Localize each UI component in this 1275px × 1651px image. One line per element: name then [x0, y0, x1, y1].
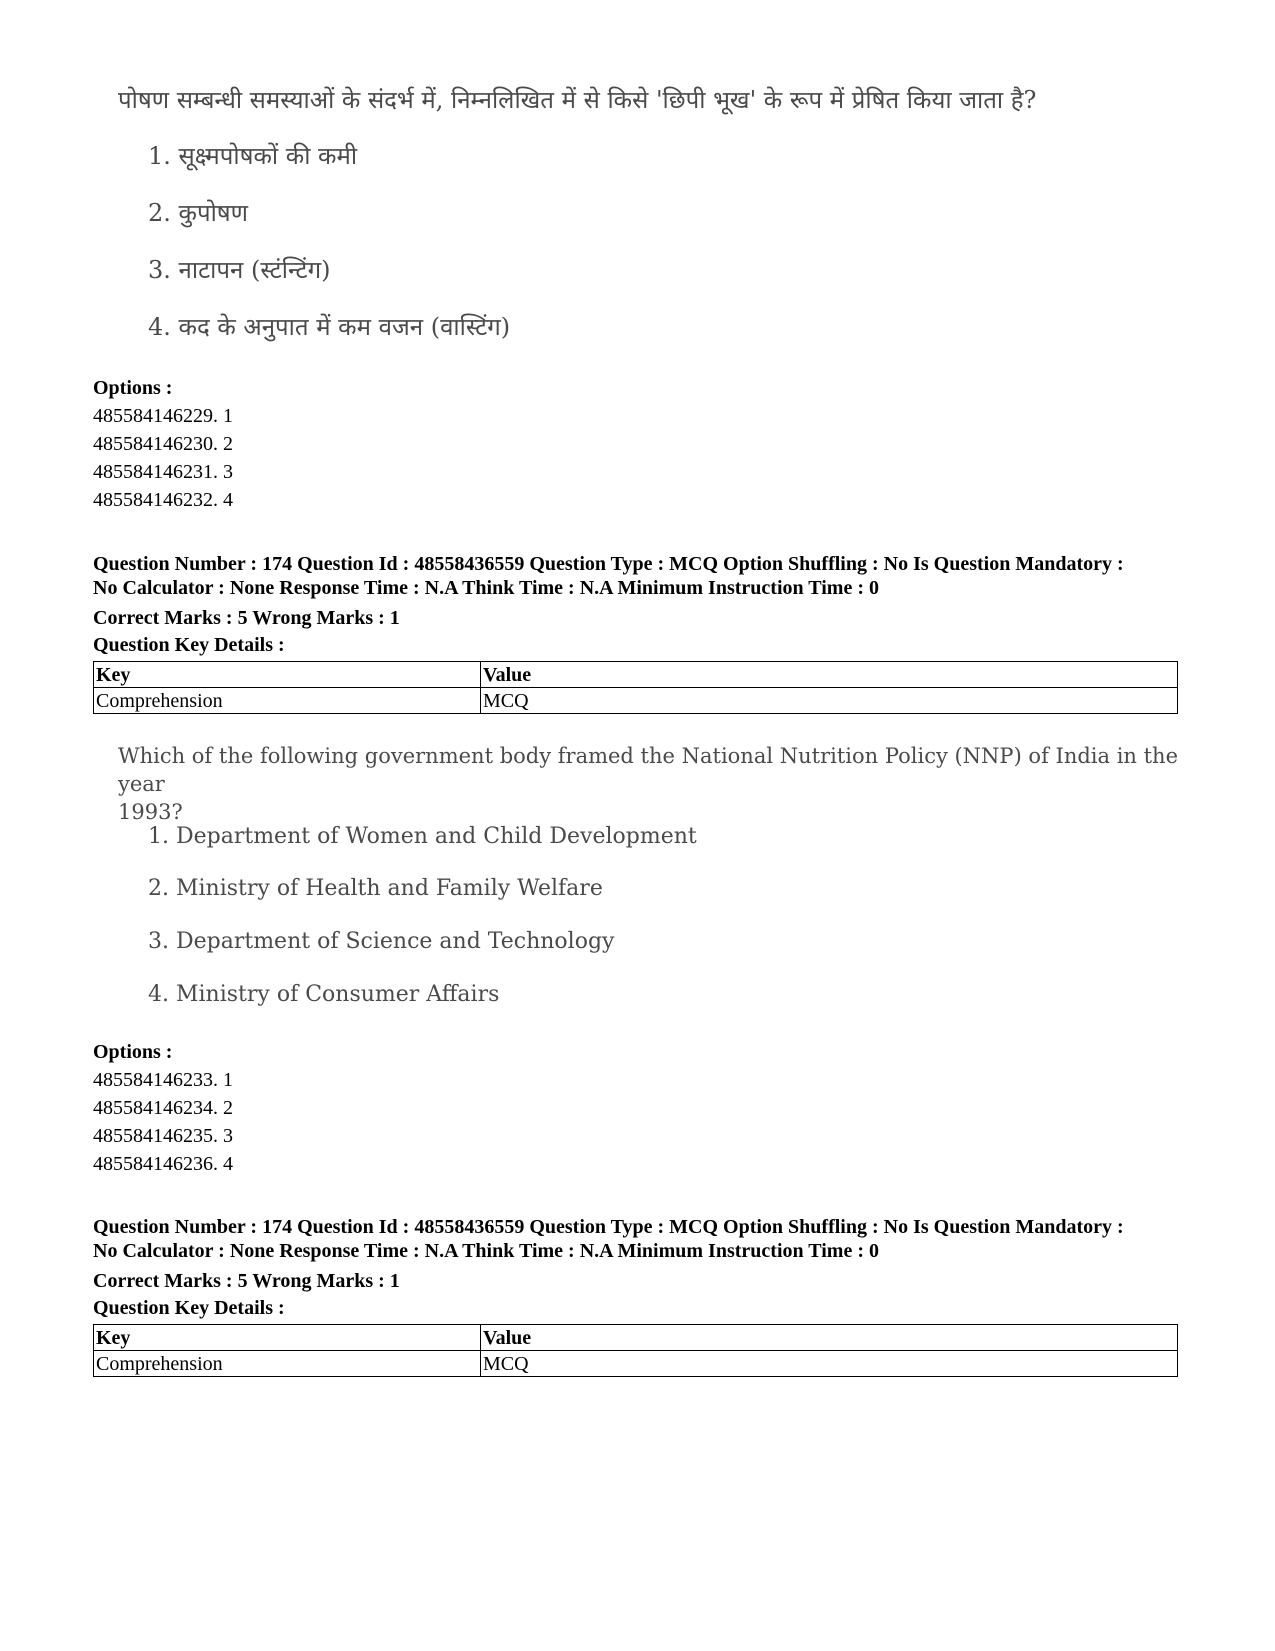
- options-label: Options :: [93, 377, 173, 399]
- table-header-cell: Value: [481, 1325, 1178, 1351]
- question-meta: [93, 1215, 1203, 1263]
- question-stem: 1993?: [118, 800, 183, 824]
- question-choice: 1. Department of Women and Child Development: [148, 824, 697, 849]
- marks-line: Correct Marks : 5 Wrong Marks : 1: [93, 1270, 400, 1292]
- option-item: 485584146234. 2: [93, 1097, 233, 1119]
- key-details-label: Question Key Details :: [93, 1297, 285, 1319]
- table-row: [94, 1351, 1178, 1377]
- question-meta-line: Question Number : 174 Question Id : 48558436559 Question Type : MCQ Option Shuffling : No Is Question Mandatory :: [93, 1216, 1124, 1238]
- question-meta: [93, 552, 1203, 600]
- table-cell: Comprehension: [94, 688, 481, 714]
- question-choice: 2. कुपोषण: [148, 199, 249, 227]
- question-meta-line: No Calculator : None Response Time : N.A Think Time : N.A Minimum Instruction Time : 0: [93, 1240, 879, 1262]
- option-item: 485584146236. 4: [93, 1153, 233, 1175]
- question-choice: 4. Ministry of Consumer Affairs: [148, 982, 500, 1007]
- option-item: 485584146233. 1: [93, 1069, 233, 1091]
- question-choice: 1. सूक्ष्मपोषकों की कमी: [148, 142, 358, 170]
- table-header-row: [94, 662, 1178, 688]
- question-meta-line: No Calculator : None Response Time : N.A Think Time : N.A Minimum Instruction Time : 0: [93, 577, 879, 599]
- question-choice: 2. Ministry of Health and Family Welfare: [148, 876, 603, 901]
- question-choice: 3. Department of Science and Technology: [148, 929, 615, 954]
- option-item: 485584146230. 2: [93, 433, 233, 455]
- option-item: 485584146229. 1: [93, 405, 233, 427]
- key-details-table: [93, 1324, 1178, 1377]
- option-item: 485584146231. 3: [93, 461, 233, 483]
- key-details-table: [93, 661, 1178, 714]
- question-image-hindi: [118, 86, 1198, 346]
- table-row: [94, 688, 1178, 714]
- table-cell: MCQ: [481, 688, 1178, 714]
- key-details-label: Question Key Details :: [93, 634, 285, 656]
- options-label: Options :: [93, 1041, 173, 1063]
- table-header-cell: Key: [94, 662, 481, 688]
- table-header-cell: Value: [481, 662, 1178, 688]
- question-meta-line: Question Number : 174 Question Id : 48558436559 Question Type : MCQ Option Shuffling : No Is Question Mandatory :: [93, 553, 1124, 575]
- question-stem: पोषण सम्बन्धी समस्याओं के संदर्भ में, निम्नलिखित में से किसे 'छिपी भूख' के रूप में प्रेषित किया जाता है?: [118, 86, 1037, 114]
- table-cell: Comprehension: [94, 1351, 481, 1377]
- question-image-english: [118, 742, 1208, 1012]
- option-item: 485584146235. 3: [93, 1125, 233, 1147]
- table-header-row: [94, 1325, 1178, 1351]
- marks-line: Correct Marks : 5 Wrong Marks : 1: [93, 607, 400, 629]
- table-header-cell: Key: [94, 1325, 481, 1351]
- option-item: 485584146232. 4: [93, 489, 233, 511]
- question-choice: 4. कद के अनुपात में कम वजन (वास्टिंग): [148, 313, 511, 341]
- table-cell: MCQ: [481, 1351, 1178, 1377]
- question-stem: Which of the following government body framed the National Nutrition Policy (NNP) of India in the year: [118, 744, 1179, 796]
- question-choice: 3. नाटापन (स्टंन्टिंग): [148, 256, 331, 284]
